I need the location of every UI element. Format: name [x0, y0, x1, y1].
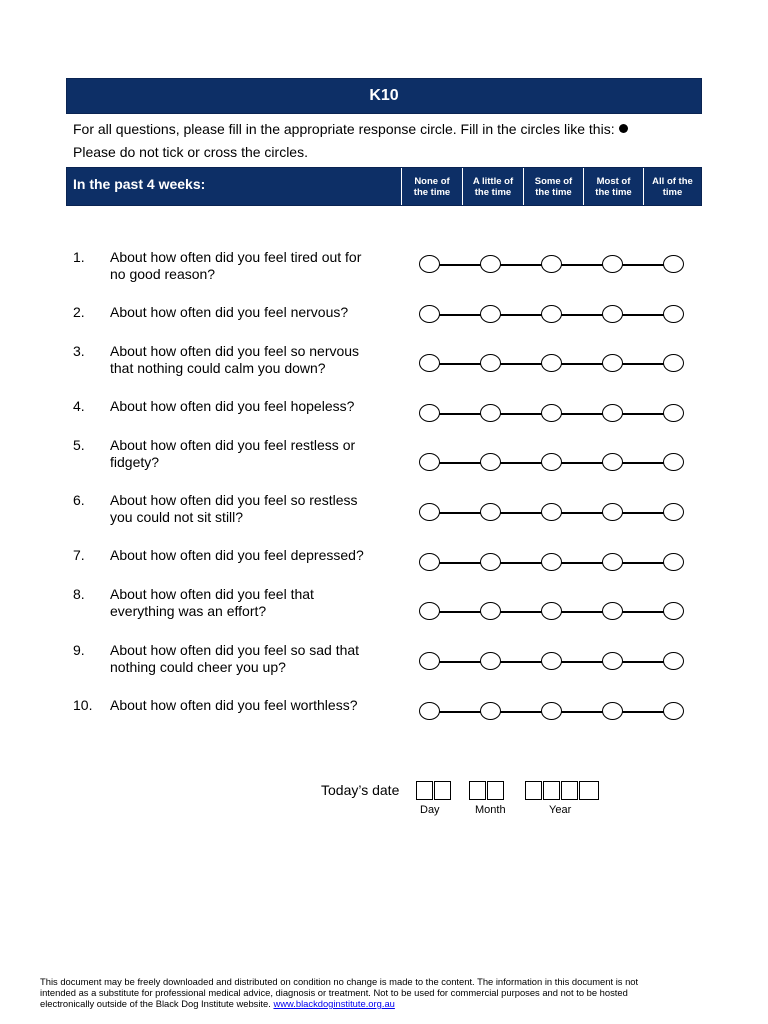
response-circle-none[interactable]	[419, 602, 440, 620]
date-year-box[interactable]	[561, 781, 578, 800]
instruction-line-2: Please do not tick or cross the circles.	[73, 144, 308, 160]
response-scale-q2	[418, 304, 688, 326]
instruction-text-1: For all questions, please fill in the appropriate response circle. Fill in the circles like this:	[73, 121, 615, 137]
question-text: About how often did you feel restless or fidgety?	[110, 437, 356, 470]
response-header-bar	[66, 167, 702, 206]
date-month-box[interactable]	[487, 781, 504, 800]
response-scale-q5	[418, 452, 688, 474]
question-text: About how often did you feel nervous?	[110, 304, 349, 320]
response-circle-a-little[interactable]	[480, 255, 501, 273]
question-number: 2.	[73, 304, 85, 320]
disclaimer-footer	[40, 976, 720, 1009]
response-circle-a-little[interactable]	[480, 305, 501, 323]
response-circle-some[interactable]	[541, 602, 562, 620]
question-text: About how often did you feel hopeless?	[110, 398, 355, 414]
response-circle-all[interactable]	[663, 255, 684, 273]
question-text: About how often did you feel depressed?	[110, 547, 364, 563]
response-circle-most[interactable]	[602, 503, 623, 521]
instruction-line-1	[73, 121, 628, 137]
day-label: Day	[420, 804, 440, 816]
question-text: About how often did you feel tired out for no good reason?	[110, 249, 362, 282]
column-header-most: Most of the time	[583, 168, 643, 205]
response-circle-all[interactable]	[663, 702, 684, 720]
response-scale-q4	[418, 403, 688, 425]
response-circle-some[interactable]	[541, 553, 562, 571]
date-day-box[interactable]	[416, 781, 433, 800]
response-circle-most[interactable]	[602, 305, 623, 323]
response-circle-some[interactable]	[541, 354, 562, 372]
question-number: 10.	[73, 697, 93, 713]
response-circle-some[interactable]	[541, 404, 562, 422]
response-circle-most[interactable]	[602, 453, 623, 471]
disclaimer-line-1: This document may be freely downloaded and distributed on condition no change is made to the content. The information in this document is not	[40, 976, 639, 987]
year-label: Year	[549, 804, 572, 816]
question-number: 5.	[73, 437, 85, 453]
question-number: 6.	[73, 492, 85, 508]
date-day-box[interactable]	[434, 781, 451, 800]
question-number: 3.	[73, 343, 85, 359]
question-number: 4.	[73, 398, 85, 414]
response-scale-q8	[418, 601, 688, 623]
question-number: 9.	[73, 642, 85, 658]
response-circle-most[interactable]	[602, 404, 623, 422]
response-circle-some[interactable]	[541, 305, 562, 323]
question-text: About how often did you feel so nervous that nothing could calm you down?	[110, 343, 360, 376]
time-period-label: In the past 4 weeks:	[73, 176, 206, 192]
question-text: About how often did you feel that everything was an effort?	[110, 586, 314, 619]
column-header-some: Some of the time	[523, 168, 583, 205]
filled-circle-example-icon	[619, 124, 628, 133]
disclaimer-line-3: electronically outside of the Black Dog Institute website.	[40, 998, 271, 1009]
response-circle-all[interactable]	[663, 652, 684, 670]
response-circle-a-little[interactable]	[480, 702, 501, 720]
response-circle-none[interactable]	[419, 354, 440, 372]
form-title: K10	[369, 87, 399, 104]
response-circle-most[interactable]	[602, 602, 623, 620]
response-circle-all[interactable]	[663, 553, 684, 571]
response-circle-all[interactable]	[663, 602, 684, 620]
response-circle-none[interactable]	[419, 652, 440, 670]
response-circle-most[interactable]	[602, 255, 623, 273]
response-circle-none[interactable]	[419, 404, 440, 422]
response-circle-most[interactable]	[602, 702, 623, 720]
response-scale-q1	[418, 254, 688, 276]
question-number: 1.	[73, 249, 85, 265]
date-year-box[interactable]	[525, 781, 542, 800]
response-scale-q6	[418, 502, 688, 524]
response-circle-some[interactable]	[541, 652, 562, 670]
response-scale-q10	[418, 701, 688, 723]
response-circle-some[interactable]	[541, 503, 562, 521]
date-month-box[interactable]	[469, 781, 486, 800]
response-circle-some[interactable]	[541, 255, 562, 273]
response-circle-none[interactable]	[419, 702, 440, 720]
response-circle-all[interactable]	[663, 305, 684, 323]
response-circle-a-little[interactable]	[480, 503, 501, 521]
response-circle-most[interactable]	[602, 354, 623, 372]
response-circle-none[interactable]	[419, 503, 440, 521]
response-circle-most[interactable]	[602, 652, 623, 670]
question-text: About how often did you feel so sad that nothing could cheer you up?	[110, 642, 360, 675]
response-circle-a-little[interactable]	[480, 404, 501, 422]
response-circle-a-little[interactable]	[480, 652, 501, 670]
response-circle-none[interactable]	[419, 553, 440, 571]
response-circle-none[interactable]	[419, 453, 440, 471]
form-title-bar	[66, 78, 702, 114]
response-circle-a-little[interactable]	[480, 354, 501, 372]
response-circle-none[interactable]	[419, 305, 440, 323]
response-circle-all[interactable]	[663, 453, 684, 471]
column-header-none: None of the time	[401, 168, 462, 205]
response-circle-a-little[interactable]	[480, 602, 501, 620]
month-label: Month	[475, 804, 506, 816]
todays-date-label: Today’s date	[321, 782, 400, 798]
response-circle-all[interactable]	[663, 404, 684, 422]
response-circle-some[interactable]	[541, 702, 562, 720]
question-text: About how often did you feel worthless?	[110, 697, 358, 713]
question-number: 8.	[73, 586, 85, 602]
website-link[interactable]: www.blackdoginstitute.org.au	[273, 998, 395, 1009]
response-circle-some[interactable]	[541, 453, 562, 471]
response-circle-all[interactable]	[663, 503, 684, 521]
question-number: 7.	[73, 547, 85, 563]
response-circle-a-little[interactable]	[480, 453, 501, 471]
response-circle-all[interactable]	[663, 354, 684, 372]
response-scale-q7	[418, 552, 688, 574]
question-text: About how often did you feel so restless you could not sit still?	[110, 492, 358, 525]
response-circle-none[interactable]	[419, 255, 440, 273]
date-year-box[interactable]	[543, 781, 560, 800]
date-year-box[interactable]	[579, 781, 599, 800]
disclaimer-line-2: intended as a substitute for professional medical advice, diagnosis or treatment. Not to be used for commercial purposes and not to be hosted	[40, 987, 628, 998]
response-scale-q9	[418, 651, 688, 673]
response-scale-q3	[418, 353, 688, 375]
response-circle-most[interactable]	[602, 553, 623, 571]
column-header-all: All of the time	[643, 168, 701, 205]
response-circle-a-little[interactable]	[480, 553, 501, 571]
column-header-a-little: A little of the time	[462, 168, 523, 205]
